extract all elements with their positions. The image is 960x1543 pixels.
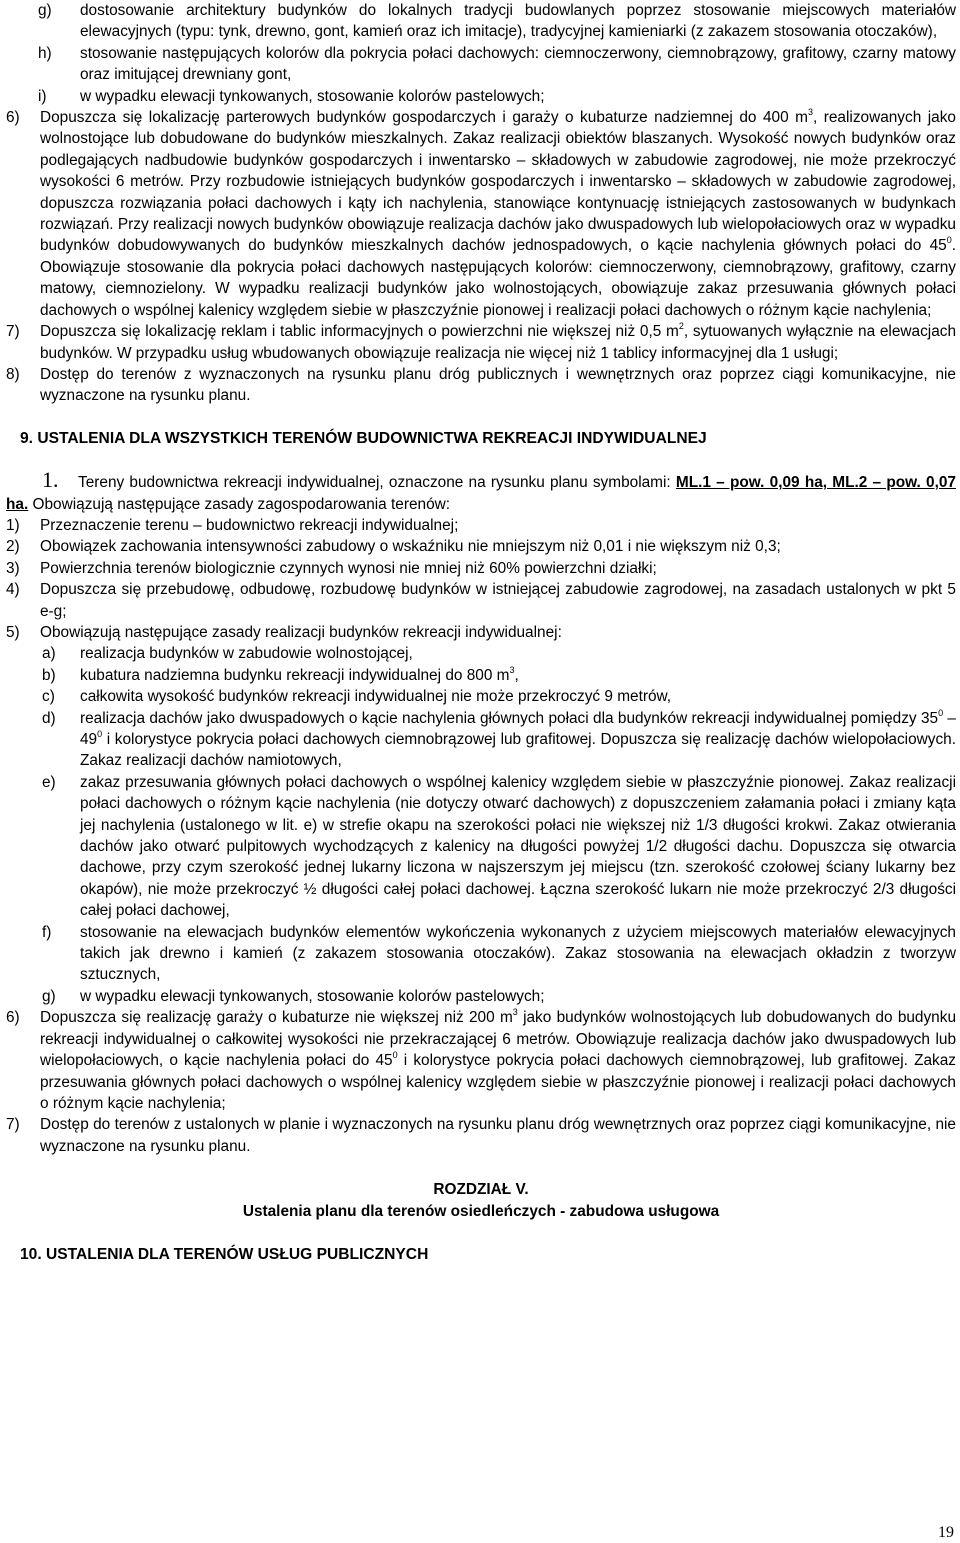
sub-list-item: e) zakaz przesuwania głównych połaci dachowych o wspólnej kalenicy względem siebie w płaszczyźnie pionowej. Zakaz realizacji połaci dachowych o różnym kącie nachylenia (nie dotyczy otwarć dachowych) z dopuszczeniem załamania połaci i zmiany kąta jej nachylenia (ustalonego w lit. e) w strefie okapu na szerokości połaci nie większej niż 1/3 długości krokwi. Zakaz otwierania dachów jako otwarć pulpitowych wychodzących z kalenicy na długości powyżej 1/2 długości dachu. Dopuszcza się otwarcia dachowe, przy czym szerokość jednej lukarny liczona w najszerszym jej miejscu (tzn. szerokość czołowej ściany lukarny bez okapów), nie może przekroczyć ½ długości całej połaci dachowej. Łączna szerokość lukarn nie może przekroczyć 2/3 długości całej połaci dachowej, bbox=[42, 773, 956, 920]
numbered-item-8 bbox=[6, 364, 956, 407]
sub-list-item: g) w wypadku elewacji tynkowanych, stosowanie kolorów pastelowych; bbox=[42, 987, 545, 1005]
list-item: 4) Dopuszcza się przebudowę, odbudowę, rozbudowę budynków w istniejącej zabudowie zagrodowej, na zasadach ustalonych w pkt 5 e-g; bbox=[6, 581, 956, 620]
section-heading-10: 10. USTALENIA DLA TERENÓW USŁUG PUBLICZNYCH bbox=[20, 1245, 429, 1263]
sub-list-item: f) stosowanie na elewacjach budynków elementów wykończenia wykonanych z użyciem miejscowych materiałów elewacyjnych takich jak drewno i kamień (z zakazem stosowania otoczaków). Zakaz stosowania na elewacjach okładzin z tworzyw sztucznych, bbox=[42, 923, 956, 984]
chapter-title: ROZDZIAŁ V. bbox=[433, 1181, 529, 1199]
list-item: 2) Obowiązek zachowania intensywności zabudowy o wskaźniku nie mniejszym niż 0,01 i nie większym niż 0,3; bbox=[6, 538, 781, 556]
sub-list-item: c) całkowita wysokość budynków rekreacji indywidualnej nie może przekroczyć 9 metrów, bbox=[42, 688, 672, 706]
list-item bbox=[38, 86, 956, 107]
list-item bbox=[38, 43, 956, 86]
item-text: Dostęp do terenów z wyznaczonych na rysunku planu dróg publicznych i wewnętrznych oraz poprzez ciągi komunikacyjne, nie wyznaczone na rysunku planu. bbox=[40, 365, 956, 405]
chapter-subtitle: Ustalenia planu dla terenów osiedleńczych - zabudowa usługowa bbox=[242, 1202, 720, 1220]
list-item: 6) Dopuszcza się realizację garaży o kubaturze nie większej niż 200 $m^3$ jako budynków wolnostojących lub dobudowanych do budynku rekreacji indywidualnej o całkowitej wysokości nie przekraczającej 6 metrów. Obowiązuje realizacja dachów jako dwuspadowych lub wielopołaciowych, o kącie nachylenia połaci do $45^0$ i kolorystyce pokrycia połaci dachowych ciemnobrązowej, lub grafitowej. Zakaz przesuwania głównych połaci dachowych o wspólnej kalenicy względem siebie w płaszczyźnie pionowej i realizacji połaci dachowych o różnym kącie nachylenia; bbox=[6, 1007, 957, 1112]
numbered-item-7 bbox=[6, 321, 956, 364]
item-label: 6) bbox=[6, 109, 20, 127]
item-label: g) bbox=[38, 2, 52, 19]
item-text: w wypadku elewacji tynkowanych, stosowanie kolorów pastelowych; bbox=[80, 87, 545, 105]
list-item: 3) Powierzchnia terenów biologicznie czynnych wynosi nie mniej niż 60% powierzchni działki; bbox=[6, 559, 657, 577]
item-label: 7) bbox=[6, 323, 20, 341]
item-text: stosowanie następujących kolorów dla pokrycia połaci dachowych: ciemnoczerwony, ciemnobrązowy, grafitowy, czarny matowy oraz imitującej drewniany gont, bbox=[80, 44, 956, 84]
section-heading-9: 9. USTALENIA DLA WSZYSTKICH TERENÓW BUDOWNICTWA REKREACJI INDYWIDUALNEJ bbox=[20, 429, 707, 447]
item-label: 8) bbox=[6, 365, 20, 383]
item-label: h) bbox=[38, 44, 52, 62]
sub-list-item: a) realizacja budynków w zabudowie wolnostojącej, bbox=[42, 645, 413, 663]
list-item: 1) Przeznaczenie terenu – budownictwo rekreacji indywidualnej; bbox=[6, 516, 459, 534]
sub-list-item: d) realizacja dachów jako dwuspadowych o kącie nachylenia głównych połaci dla budynków rekreacji indywidualnej pomiędzy $35^0 - 49^0$ i kolorystyce pokrycia połaci dachowych ciemnobrązowej lub grafitowej. Dopuszcza się realizację dachów wielopołaciowych. Zakaz realizacji dachów namiotowych, bbox=[42, 707, 956, 770]
section-intro: 1. Tereny budownictwa rekreacji indywidualnej, oznaczone na rysunku planu symbolami: ML.1 – pow. 0,09 ha, ML.2 – pow. 0,07 ha. Obowiązują następujące zasady zagospodarowania terenów: bbox=[6, 467, 956, 513]
section9-items bbox=[6, 515, 956, 1157]
item-text: Dopuszcza się lokalizację parterowych budynków gospodarczych i garaży o kubaturze nadziemnej do 400 $m^3$, realizowanych jako wolnostojące lub dobudowane do budynków mieszkalnych. Zakaz realizacji obiektów blaszanych. Wysokość nowych budynków oraz podlegających nadbudowie budynków gospodarczych i inwentarsko – składowych w zabudowie zagrodowej, nie może przekroczyć wysokości 6 metrów. Przy rozbudowie istniejących budynków gospodarczych i inwentarsko – składowych w zabudowie zagrodowej, dopuszcza rozwiązania połaci dachowych i kąty ich nachylenia, stanowiące kontynuację istniejących zastosowanych w budynkach rozwiązań. Przy realizacji nowych budynków obowiązuje realizacja dachów jako dwuspadowych lub wielopołaciowych oraz w wypadku budynków dobudowywanych do budynków mieszkalnych dachów jednospadowych, o kącie nachylenia głównych połaci do $45^0$. Obowiązuje stosowanie dla pokrycia połaci dachowych następujących kolorów: ciemnoczerwony, ciemnobrązowy, grafitowy, czarny matowy, ciemnozielony. W wypadku realizacji budynków jako wolnostojących, obowiązuje zakaz przesuwania głównych połaci dachowych o wspólnej kalenicy względem siebie w płaszczyźnie pionowej i realizacji połaci dachowych o różnym kącie nachylenia; bbox=[40, 107, 956, 319]
item-text: dostosowanie architektury budynków do lokalnych tradycji budowlanych poprzez stosowanie miejscowych materiałów elewacyjnych (typu: tynk, drewno, gont, kamień oraz ich imitacje), tradycyjnej kamieniarki (z zakazem stosowania otoczaków), bbox=[80, 2, 956, 41]
sub-list-item: b) kubatura nadziemna budynku rekreacji indywidualnej do 800 $m^3$, bbox=[42, 664, 519, 684]
list-item: 5) Obowiązują następujące zasady realizacji budynków rekreacji indywidualnej: bbox=[6, 623, 562, 641]
list-item bbox=[38, 0, 956, 43]
list-items-top bbox=[6, 0, 956, 107]
numbered-item-6 bbox=[6, 107, 956, 321]
page-number: 19 bbox=[938, 1524, 954, 1541]
item-label: i) bbox=[38, 87, 47, 105]
list-item: 7) Dostęp do terenów z ustalonych w planie i wyznaczonych na rysunku planu dróg wewnętrznych oraz poprzez ciągi komunikacyjne, nie wyznaczone na rysunku planu. bbox=[6, 1116, 956, 1155]
item-text: Dopuszcza się lokalizację reklam i tablic informacyjnych o powierzchni nie większej niż 0,5 $m^2$, sytuowanych wyłącznie na elewacjach budynków. W przypadku usług wbudowanych obowiązuje realizacja nie więcej niż 1 tablicy informacyjnej dla 1 usługi; bbox=[40, 321, 957, 362]
